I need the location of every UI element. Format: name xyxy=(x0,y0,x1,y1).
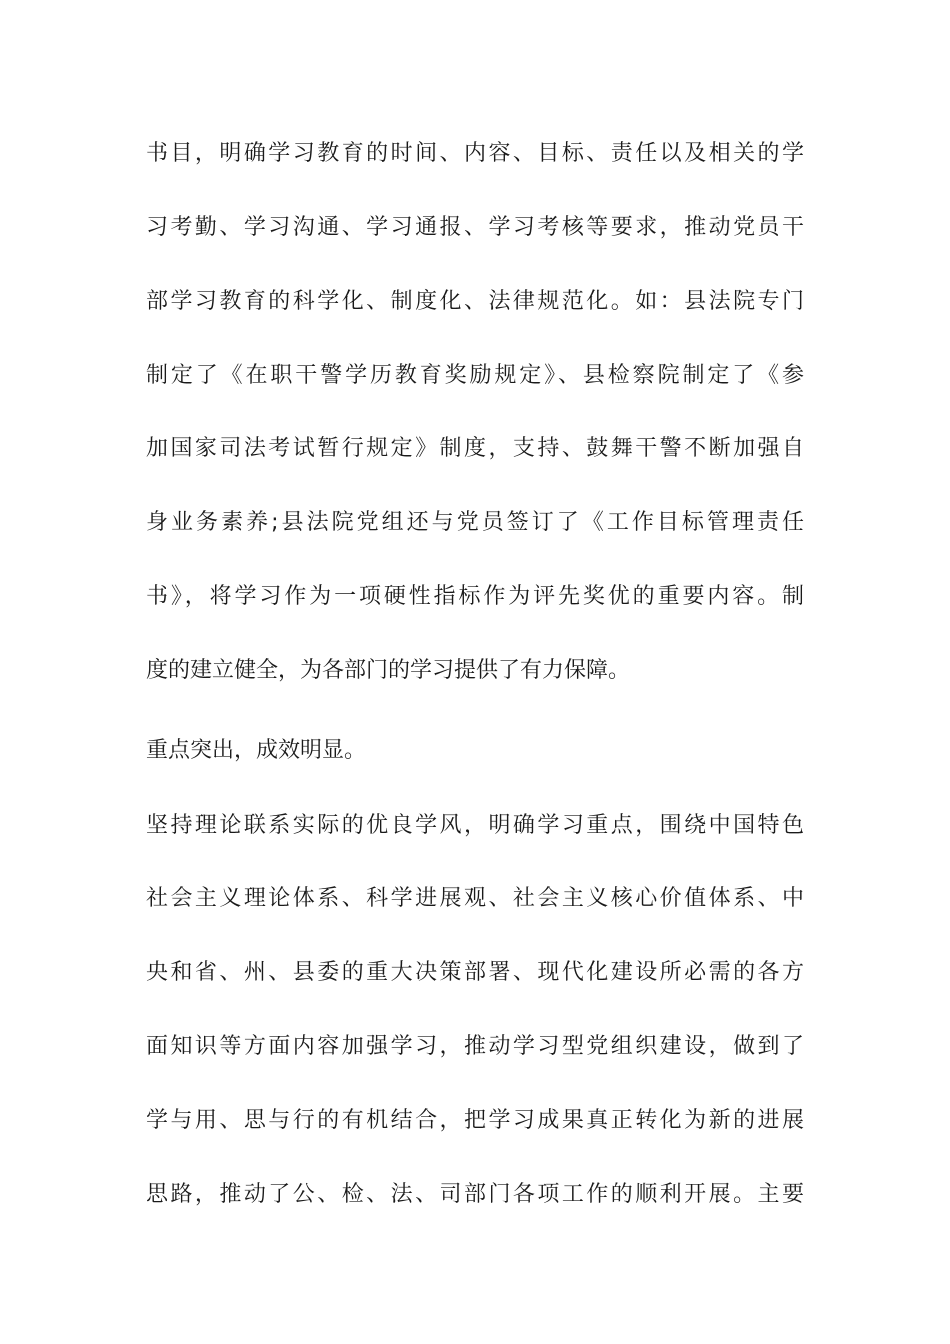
text-line-8: 度的建立健全，为各部门的学习提供了有力保障。 xyxy=(146,658,631,683)
text-line-14: 学与用、思与行的有机结合，把学习成果真正转化为新的进展 xyxy=(146,1108,804,1133)
text-line-12: 央和省、州、县委的重大决策部署、现代化建设所必需的各方 xyxy=(146,960,804,985)
text-line-3: 部学习教育的科学化、制度化、法律规范化。如：县法院专门 xyxy=(146,289,804,314)
section-heading: 重点突出，成效明显。 xyxy=(146,738,367,763)
text-line-11: 社会主义理论体系、科学进展观、社会主义核心价值体系、中 xyxy=(146,886,804,911)
text-line-10: 坚持理论联系实际的优良学风，明确学习重点，围绕中国特色 xyxy=(146,813,804,838)
text-line-5: 加国家司法考试暂行规定》制度，支持、鼓舞干警不断加强自 xyxy=(146,436,804,461)
text-line-6: 身业务素养;县法院党组还与党员签订了《工作目标管理责任 xyxy=(146,510,804,535)
text-line-7: 书》，将学习作为一项硬性指标作为评先奖优的重要内容。制 xyxy=(146,584,804,609)
text-line-1: 书目，明确学习教育的时间、内容、目标、责任以及相关的学 xyxy=(146,141,804,166)
text-line-15: 思路，推动了公、检、法、司部门各项工作的顺利开展。主要 xyxy=(146,1182,804,1207)
text-line-2: 习考勤、学习沟通、学习通报、学习考核等要求，推动党员干 xyxy=(146,215,804,240)
text-line-4: 制定了《在职干警学历教育奖励规定》、县检察院制定了《参 xyxy=(146,363,804,388)
text-line-13: 面知识等方面内容加强学习，推动学习型党组织建设，做到了 xyxy=(146,1034,804,1059)
